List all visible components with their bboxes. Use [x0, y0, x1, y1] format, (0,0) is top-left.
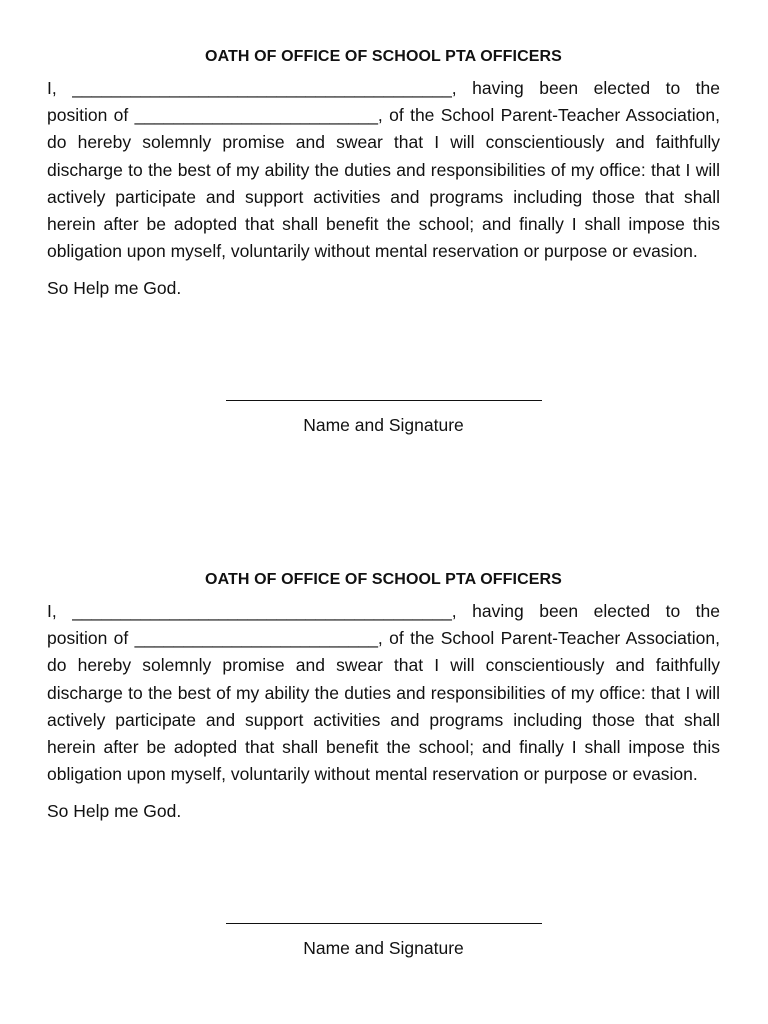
signature-line	[226, 903, 542, 924]
signature-block	[47, 380, 720, 437]
oath-body: I, _______________________________________, having been elected to the position of _________________________, of the School Parent-Teacher Association, do hereby solemnly promise and swear that I will conscientiously and faithfully discharge to the best of my ability the duties and responsibilities of my office: that I will actively participate and support activities and programs including those that shall herein after be adopted that shall benefit the school; and finally I shall impose this obligation upon myself, voluntarily without mental reservation or purpose or evasion.	[47, 78, 720, 262]
oath-form-1	[47, 47, 720, 435]
oath-body: I, _______________________________________, having been elected to the position of _________________________, of the School Parent-Teacher Association, do hereby solemnly promise and swear that I will conscientiously and faithfully discharge to the best of my ability the duties and responsibilities of my office: that I will actively participate and support activities and programs including those that shall herein after be adopted that shall benefit the school; and finally I shall impose this obligation upon myself, voluntarily without mental reservation or purpose or evasion.	[47, 601, 720, 785]
oath-title: OATH OF OFFICE OF SCHOOL PTA OFFICERS	[205, 48, 562, 65]
signature-label: Name and Signature	[303, 415, 464, 435]
signature-label: Name and Signature	[303, 938, 464, 958]
oath-closing: So Help me God.	[47, 278, 182, 299]
signature-block	[47, 903, 720, 960]
oath-closing: So Help me God.	[47, 801, 182, 822]
oath-form-2	[47, 570, 720, 958]
oath-title: OATH OF OFFICE OF SCHOOL PTA OFFICERS	[205, 571, 562, 588]
signature-line	[226, 380, 542, 401]
